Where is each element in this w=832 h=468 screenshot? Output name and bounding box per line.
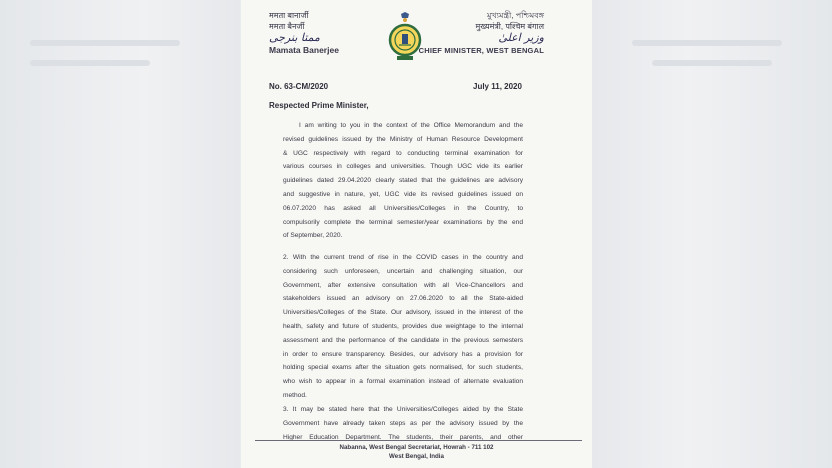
blurred-background-right (592, 0, 832, 468)
urdu-signature: ممتا بنرجی (269, 31, 320, 44)
letter-document (241, 0, 592, 468)
paragraph-line: who wish to appear in a formal examination instead of alternate evaluation (283, 378, 523, 386)
paragraph-line: & UGC respectively with regard to conducting terminal examination for (283, 149, 523, 157)
paragraph-line: various courses in colleges and universities. Though UGC vide its earlier (283, 163, 523, 171)
footer-divider (255, 440, 582, 441)
footer-address-line-2: West Bengal, India (389, 453, 444, 460)
paragraph-1 (283, 119, 523, 243)
paragraph-3 (283, 403, 523, 444)
ghost-text (632, 40, 782, 46)
reference-number: No. 63-CM/2020 (269, 82, 329, 91)
paragraph-line: 3. It may be stated here that the Universities/Colleges aided by the State (283, 406, 523, 413)
footer-address-line-1: Nabanna, West Bengal Secretariat, Howrah - 711 102 (339, 444, 494, 451)
letterhead-right (419, 10, 544, 56)
paragraph-line: I am writing to you in the context of the Office Memorandum and the (299, 122, 523, 129)
sender-name: Mamata Banerjee (269, 45, 339, 55)
paragraph-line: of September, 2020. (283, 232, 343, 240)
paragraph-line: Universities/Colleges of the State. Our advisory, issued in the interest of the (283, 309, 523, 317)
hindi-name-line-1: ममता बानार्जी (269, 11, 309, 20)
bengali-title-line-1: মুখ্যমন্ত্রী, পশ্চিমবঙ্গ (486, 11, 544, 20)
west-bengal-emblem-icon (388, 12, 422, 62)
paragraph-line: 2. With the current trend of rise in the COVID cases in the country and (283, 254, 523, 261)
hindi-title-line-2: मुख्यमंत्री, पश्चिम बंगाल (475, 22, 544, 31)
blurred-background-left (0, 0, 240, 468)
letterhead-left (269, 10, 339, 56)
ghost-text (652, 60, 772, 66)
paragraph-line: in order to ensure transparency. Besides, our advisory has a provision for (283, 350, 523, 358)
paragraph-line: method. (283, 391, 307, 399)
designation: CHIEF MINISTER, WEST BENGAL (418, 46, 544, 55)
paragraph-line: assessment and the performance of the candidate in the previous semesters (283, 336, 523, 344)
paragraph-line: and suggestive in nature, yet, UGC vide its revised guidelines issued on (283, 190, 523, 198)
paragraph-line: stakeholders issued an advisory on 27.06.2020 to all the State-aided (283, 295, 523, 303)
paragraph-line: Government have already taken steps as per the advisory issued by the (283, 419, 523, 427)
paragraph-line: compulsorily complete the terminal semester/year examinations by the end (283, 218, 523, 226)
paragraph-line: revised guidelines issued by the Ministry of Human Resource Development (283, 135, 523, 143)
urdu-title: وزیر اعلیٰ (498, 31, 544, 44)
hindi-name-line-2: ममता बैनर्जी (269, 22, 305, 31)
ghost-text (30, 40, 180, 46)
paragraph-line: guidelines dated 29.04.2020 clearly stated that the guidelines are advisory (283, 177, 523, 185)
paragraph-line: holding special exams after the situation gets normalised, for such students, (283, 364, 523, 372)
paragraph-line: Government, after extensive consultation with all Vice-Chancellors and (283, 281, 523, 289)
paragraph-line: considering such unforeseen, uncertain and challenging situation, our (283, 267, 523, 275)
ghost-text (30, 60, 150, 66)
salutation: Respected Prime Minister, (269, 101, 369, 110)
paragraph-line: health, safety and future of students, provides due weightage to the internal (283, 322, 523, 330)
paragraph-2 (283, 251, 523, 403)
letter-footer (241, 443, 592, 461)
paragraph-line: Higher Education Department. The students, their parents, and other (283, 433, 523, 441)
letter-date: July 11, 2020 (473, 82, 522, 91)
paragraph-line: 06.07.2020 has asked all Universities/Colleges in the Country, to (283, 204, 523, 212)
